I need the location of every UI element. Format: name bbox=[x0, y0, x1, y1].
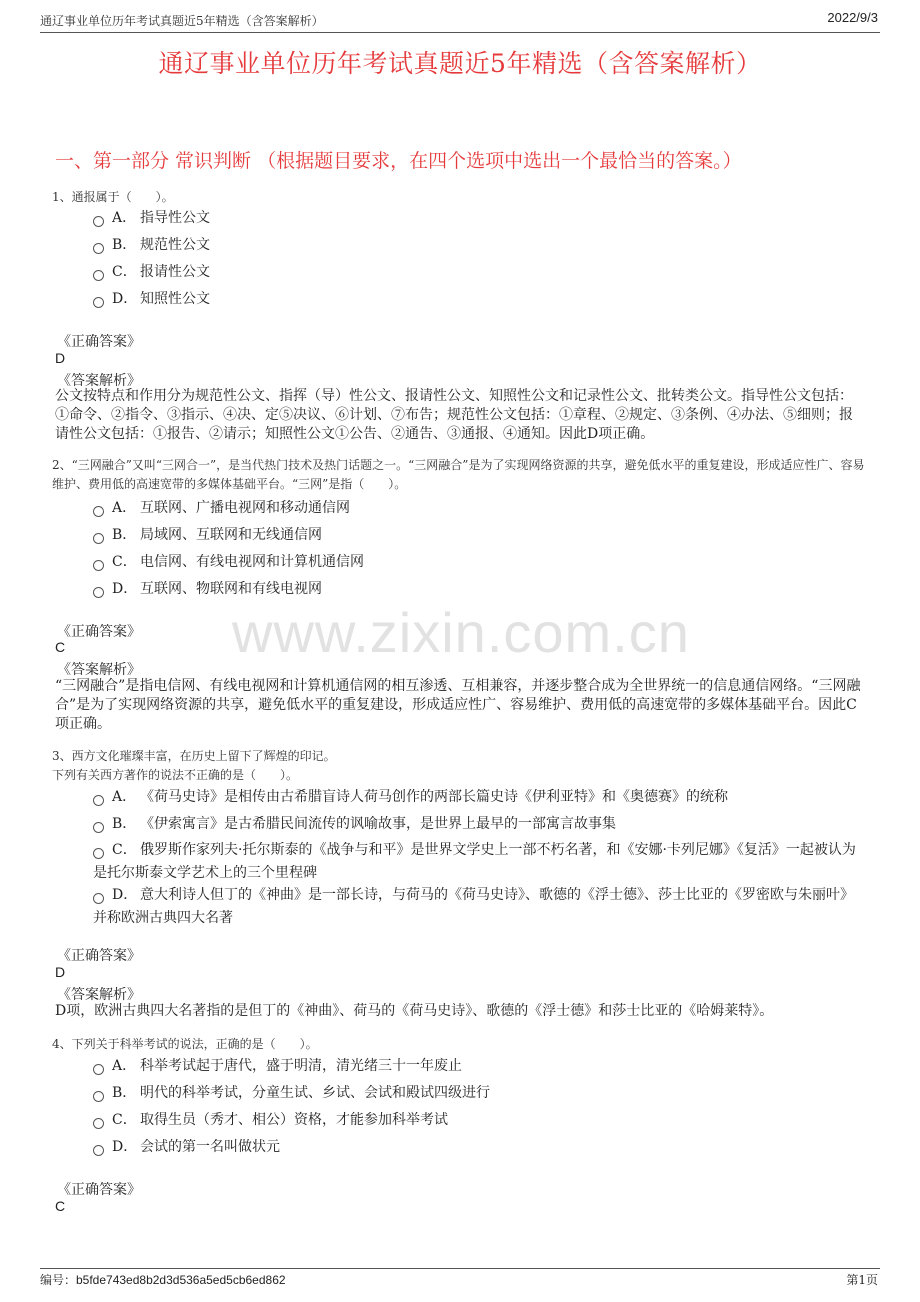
footer-divider bbox=[40, 1268, 880, 1269]
explanation-label: 《答案解析》 bbox=[57, 373, 141, 389]
question-stem: 3、西方文化璀璨丰富，在历史上留下了辉煌的印记。 bbox=[52, 749, 336, 763]
header-divider bbox=[40, 32, 880, 33]
explanation-text: “三网融合”是指电信网、有线电视网和计算机通信网的相互渗透、互相兼容，并逐步整合成为全世界统一的信息通信网络。“三网融合”是为了实现网络资源的共享，避免低水平的重复建设，形成适应性广、容易维护、费用低的高速宽带的多媒体基础平台。因此C项正确。 bbox=[55, 678, 861, 732]
radio-button[interactable] bbox=[93, 1118, 104, 1129]
option-row[interactable]: B． 规范性公文 bbox=[93, 234, 858, 257]
radio-button[interactable] bbox=[93, 822, 104, 833]
correct-answer: D bbox=[55, 964, 66, 980]
explanation-label: 《答案解析》 bbox=[57, 987, 141, 1003]
option-row[interactable]: A． 科举考试起于唐代，盛于明清，清光绪三十一年废止 bbox=[93, 1055, 858, 1078]
explanation-text: D项，欧洲古典四大名著指的是但丁的《神曲》、荷马的《荷马史诗》、歌德的《浮士德》和莎士比亚的《哈姆莱特》。 bbox=[55, 1003, 774, 1019]
question-stem: 2、“三网融合”又叫“三网合一”，是当代热门技术及热门话题之一。“三网融合”是为了实现网络资源的共享，避免低水平的重复建设，形成适应性广、容易维护、费用低的高速宽带的多媒体基础平台。“三网”是指（ ）。 bbox=[52, 458, 865, 491]
correct-answer-label: 《正确答案》 bbox=[57, 1182, 141, 1198]
header-date: 2022/9/3 bbox=[827, 10, 878, 25]
correct-answer-label: 《正确答案》 bbox=[57, 948, 141, 964]
radio-button[interactable] bbox=[93, 1091, 104, 1102]
option-row[interactable]: C． 电信网、有线电视网和计算机通信网 bbox=[93, 551, 858, 574]
radio-button[interactable] bbox=[93, 1145, 104, 1156]
explanation-text: 公文按特点和作用分为规范性公文、指挥（导）性公文、报请性公文、知照性公文和记录性公文、批转类公文。指导性公文包括：①命令、②指令、③指示、④决、定⑤决议、⑥计划、⑦布告；规范性公文包括：①章程、②规定、③条例、④办法、⑤细则；报请性公文包括：①报告、②请示；知照性公文①公告、②通告、③通报、④通知。因此D项正确。 bbox=[55, 388, 853, 442]
radio-button[interactable] bbox=[93, 533, 104, 544]
radio-button[interactable] bbox=[93, 243, 104, 254]
option-row[interactable]: D． 意大利诗人但丁的《神曲》是一部长诗，与荷马的《荷马史诗》、歌德的《浮士德》、莎士比亚的《罗密欧与朱丽叶》并称欧洲古典四大名著 bbox=[93, 887, 854, 926]
option-row[interactable]: B． 《伊索寓言》是古希腊民间流传的讽喻故事，是世界上最早的一部寓言故事集 bbox=[93, 813, 858, 836]
header-doc-title: 通辽事业单位历年考试真题近5年精选（含答案解析） bbox=[40, 14, 324, 28]
correct-answer: C bbox=[55, 1198, 66, 1214]
radio-button[interactable] bbox=[93, 216, 104, 227]
option-row[interactable]: C． 报请性公文 bbox=[93, 261, 858, 284]
question-stem: 下列有关西方著作的说法不正确的是（ ）。 bbox=[52, 768, 299, 782]
radio-button[interactable] bbox=[93, 297, 104, 308]
page-title: 通辽事业单位历年考试真题近5年精选（含答案解析） bbox=[158, 49, 762, 78]
option-row[interactable]: C． 俄罗斯作家列夫·托尔斯泰的《战争与和平》是世界文学史上一部不朽名著，和《安娜·卡列尼娜》《复活》一起被认为是托尔斯泰文学艺术上的三个里程碑 bbox=[93, 842, 856, 881]
question-stem: 4、下列关于科举考试的说法，正确的是（ ）。 bbox=[52, 1037, 318, 1051]
correct-answer-label: 《正确答案》 bbox=[57, 624, 141, 640]
option-row[interactable]: D． 会试的第一名叫做状元 bbox=[93, 1136, 858, 1159]
question-stem: 1、通报属于（ ）。 bbox=[52, 190, 174, 204]
footer-page-number: 第1页 bbox=[846, 1273, 878, 1287]
radio-button[interactable] bbox=[93, 795, 104, 806]
radio-button[interactable] bbox=[93, 893, 104, 904]
correct-answer-label: 《正确答案》 bbox=[57, 334, 141, 350]
radio-button[interactable] bbox=[93, 848, 104, 859]
radio-button[interactable] bbox=[93, 506, 104, 517]
option-row[interactable]: C． 取得生员（秀才、相公）资格，才能参加科举考试 bbox=[93, 1109, 858, 1132]
option-row[interactable]: A． 互联网、广播电视网和移动通信网 bbox=[93, 497, 858, 520]
option-row[interactable]: D． 知照性公文 bbox=[93, 288, 858, 311]
correct-answer: C bbox=[55, 639, 66, 655]
radio-button[interactable] bbox=[93, 270, 104, 281]
radio-button[interactable] bbox=[93, 560, 104, 571]
section-heading: 一、第一部分 常识判断 （根据题目要求，在四个选项中选出一个最恰当的答案。） bbox=[55, 150, 742, 172]
radio-button[interactable] bbox=[93, 1064, 104, 1075]
footer-doc-code: 编号：b5fde743ed8b2d3d536a5ed5cb6ed862 bbox=[40, 1273, 286, 1287]
correct-answer: D bbox=[55, 350, 66, 366]
watermark: www.zixin.com.cn bbox=[232, 601, 690, 664]
option-row[interactable]: B． 明代的科举考试，分童生试、乡试、会试和殿试四级进行 bbox=[93, 1082, 858, 1105]
radio-button[interactable] bbox=[93, 587, 104, 598]
explanation-label: 《答案解析》 bbox=[57, 662, 141, 678]
option-row[interactable]: A． 指导性公文 bbox=[93, 207, 858, 230]
option-row[interactable]: A． 《荷马史诗》是相传由古希腊盲诗人荷马创作的两部长篇史诗《伊利亚特》和《奥德赛》的统称 bbox=[93, 786, 858, 809]
option-row[interactable]: B． 局域网、互联网和无线通信网 bbox=[93, 524, 858, 547]
option-row[interactable]: D． 互联网、物联网和有线电视网 bbox=[93, 578, 858, 601]
